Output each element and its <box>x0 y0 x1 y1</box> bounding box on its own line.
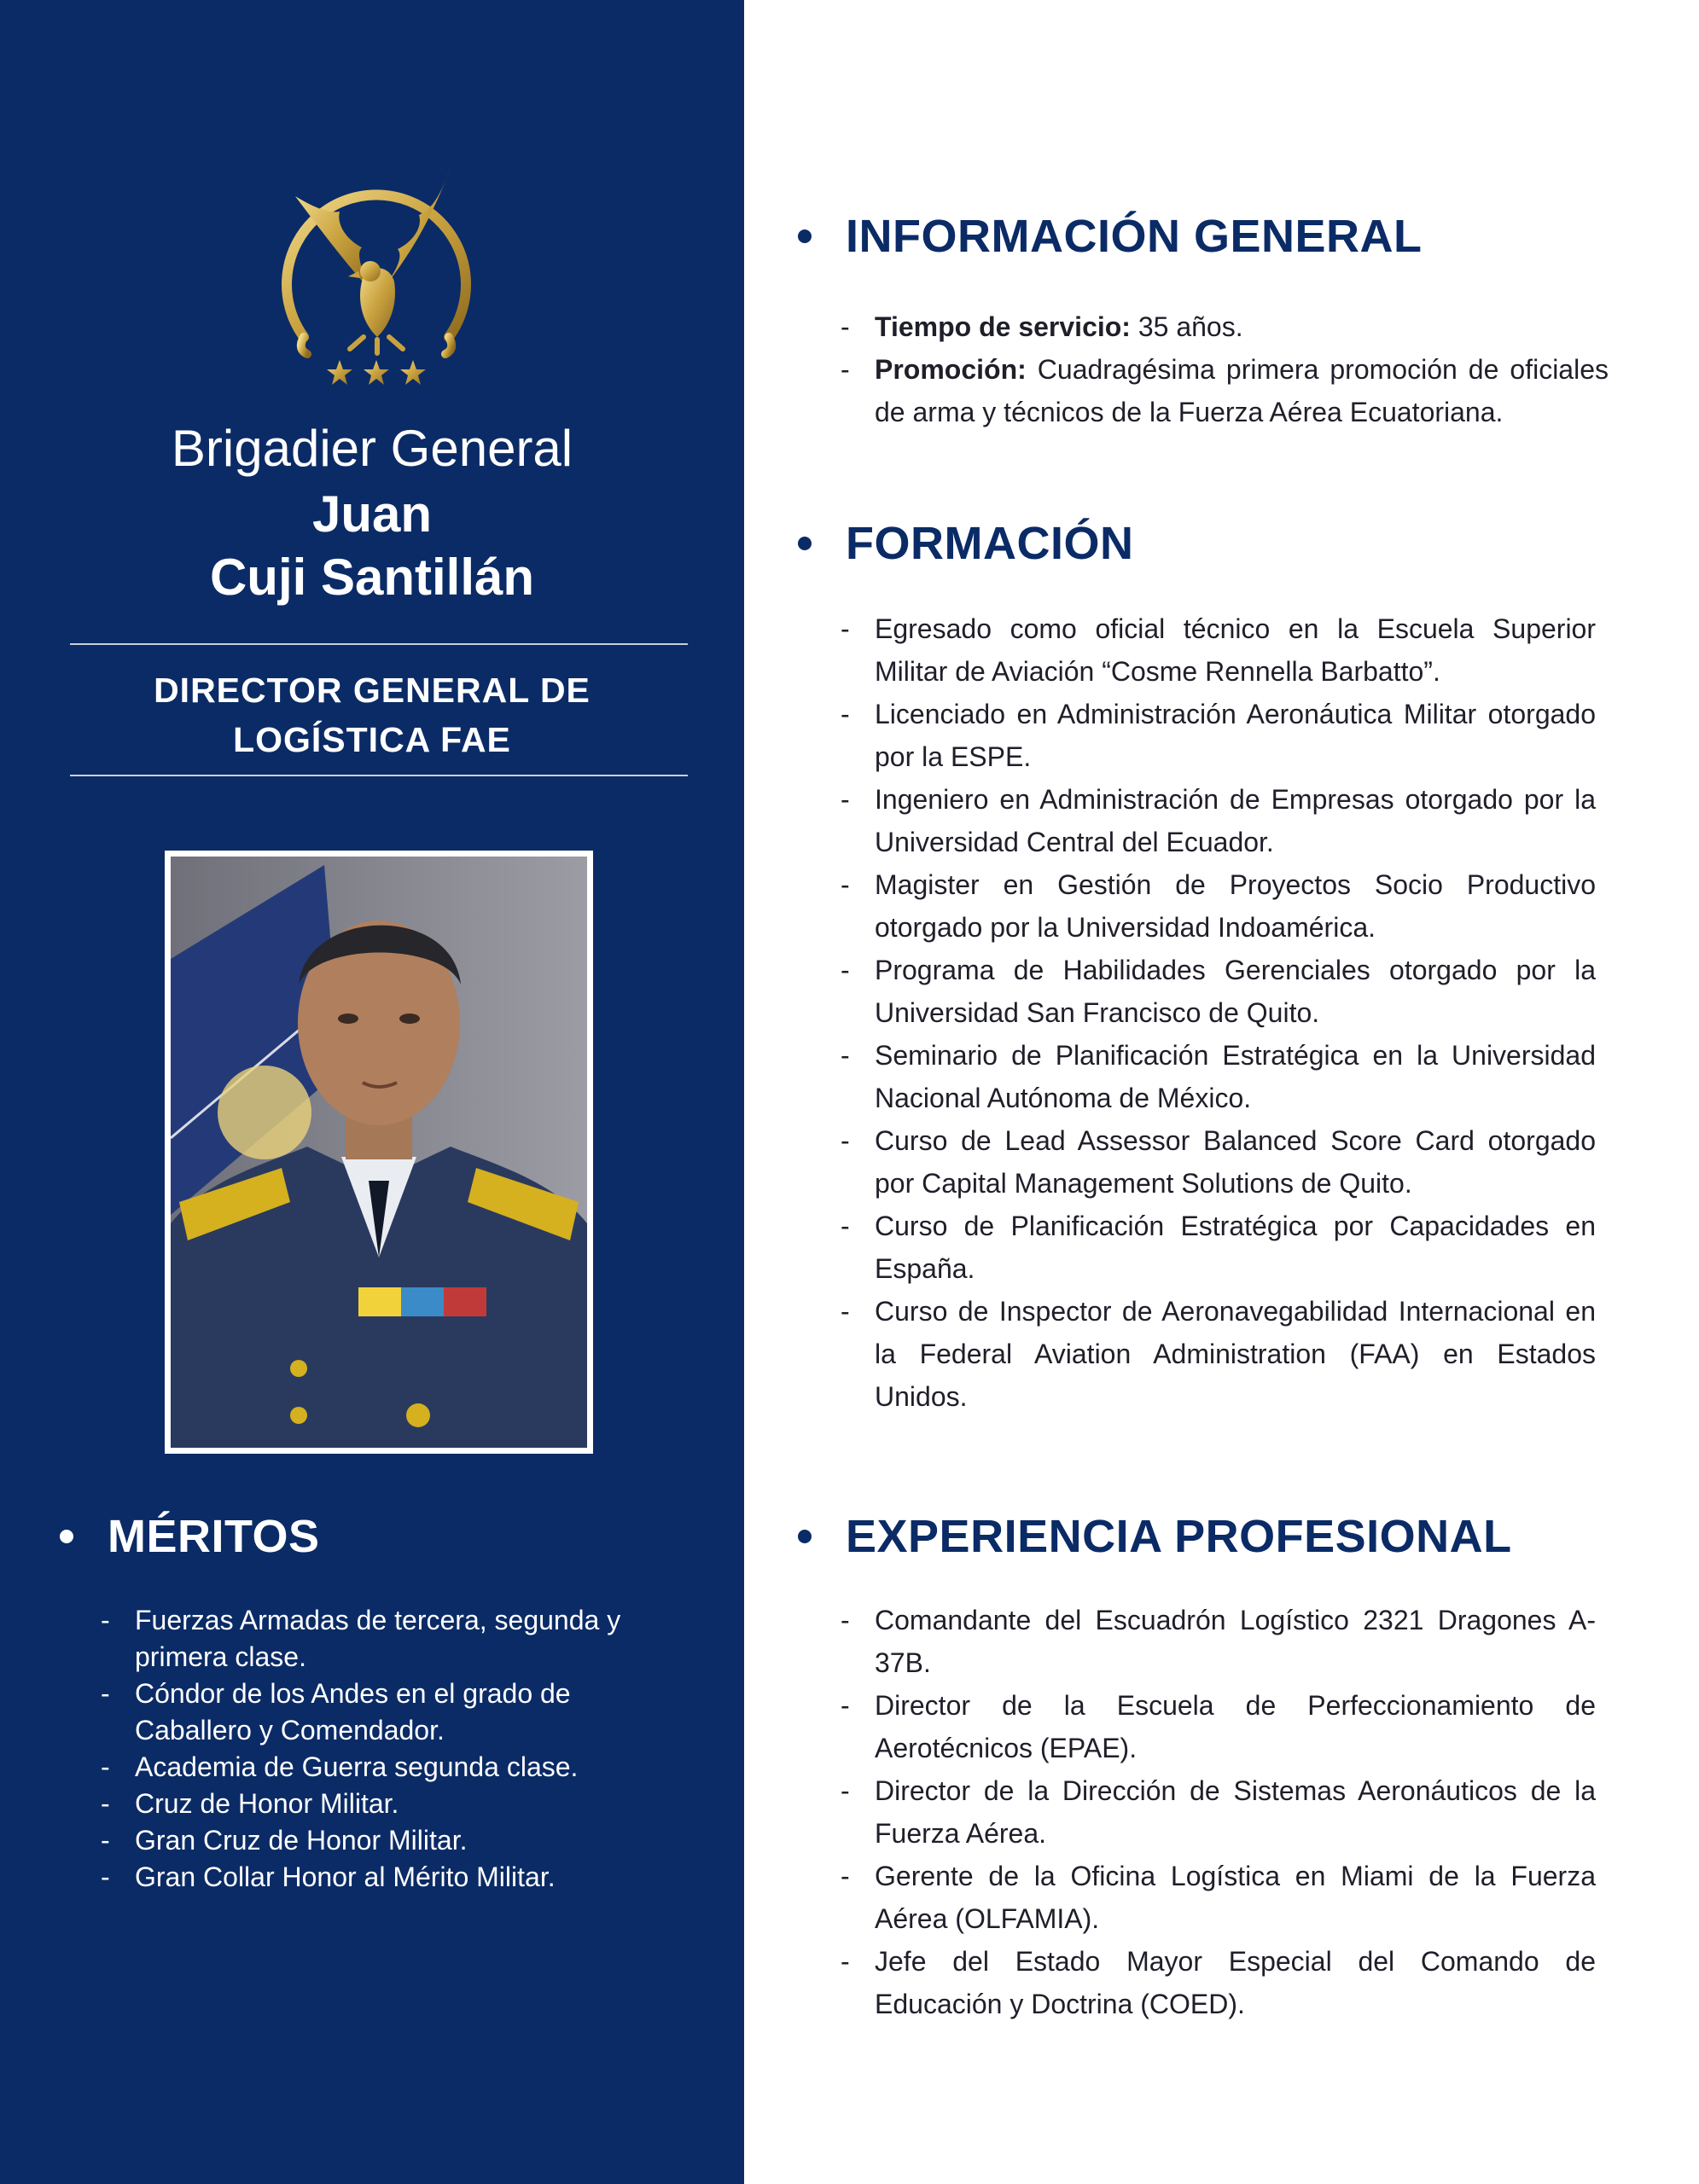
list-item: - Magister en Gestión de Proyectos Socio Productivo otorgado por la Universidad Indoamérica. <box>841 863 1596 949</box>
list-item: - Fuerzas Armadas de tercera, segunda y primera clase. <box>101 1602 664 1676</box>
bullet-icon <box>798 537 812 550</box>
experiencia-list <box>841 1599 1596 2025</box>
list-item: - Curso de Planificación Estratégica por Capacidades en España. <box>841 1205 1596 1290</box>
experiencia-heading: EXPERIENCIA PROFESIONAL <box>798 1510 1512 1563</box>
list-item <box>841 305 1609 348</box>
item-label: Tiempo de servicio: <box>875 311 1131 342</box>
bullet-icon <box>60 1530 73 1543</box>
list-item: - Jefe del Estado Mayor Especial del Comando de Educación y Doctrina (COED). <box>841 1940 1596 2025</box>
informacion-general-list <box>841 305 1609 433</box>
portrait-frame <box>165 851 593 1454</box>
formacion-heading: FORMACIÓN <box>798 517 1133 570</box>
meritos-list <box>101 1602 664 1896</box>
list-item: - Curso de Lead Assessor Balanced Score Card otorgado por Capital Management Solutions de Quito. <box>841 1119 1596 1205</box>
eagle-emblem-icon <box>270 162 483 392</box>
bullet-icon <box>798 1530 812 1543</box>
position-title <box>0 665 744 764</box>
position-line-1: DIRECTOR GENERAL DE <box>154 671 591 710</box>
list-item: - Seminario de Planificación Estratégica en la Universidad Nacional Autónoma de México. <box>841 1034 1596 1119</box>
last-name: Cuji Santillán <box>209 549 535 606</box>
list-item: - Gran Collar Honor al Mérito Militar. <box>101 1859 664 1896</box>
list-item: - Director de la Escuela de Perfeccionamiento de Aerotécnicos (EPAE). <box>841 1684 1596 1769</box>
list-item: - Gran Cruz de Honor Militar. <box>101 1822 664 1859</box>
list-item: - Gerente de la Oficina Logística en Miami de la Fuerza Aérea (OLFAMIA). <box>841 1855 1596 1940</box>
meritos-heading: MÉRITOS <box>60 1510 320 1563</box>
list-item: - Curso de Inspector de Aeronavegabilidad Internacional en la Federal Aviation Administration (FAA) en Estados Unidos. <box>841 1290 1596 1418</box>
position-line-2: LOGÍSTICA FAE <box>233 720 511 759</box>
divider-bottom <box>70 775 688 776</box>
list-item: - Director de la Dirección de Sistemas Aeronáuticos de la Fuerza Aérea. <box>841 1769 1596 1855</box>
list-item: - Academia de Guerra segunda clase. <box>101 1749 664 1786</box>
list-item: - Ingeniero en Administración de Empresas otorgado por la Universidad Central del Ecuador. <box>841 778 1596 863</box>
list-item <box>841 348 1609 433</box>
list-item: - Comandante del Escuadrón Logístico 2321 Dragones A-37B. <box>841 1599 1596 1684</box>
list-item: - Cóndor de los Andes en el grado de Caballero y Comendador. <box>101 1676 664 1749</box>
profile-sidebar <box>0 0 744 2184</box>
first-name: Juan <box>311 485 433 543</box>
item-label: Promoción: <box>875 354 1027 385</box>
list-item: - Programa de Habilidades Gerenciales otorgado por la Universidad San Francisco de Quito. <box>841 949 1596 1034</box>
item-value: 35 años. <box>1138 311 1243 342</box>
rank-title: Brigadier General <box>171 420 573 477</box>
bullet-icon <box>798 229 812 243</box>
list-item: - Egresado como oficial técnico en la Escuela Superior Militar de Aviación “Cosme Rennella Barbatto”. <box>841 607 1596 693</box>
item-value: Cuadragésima primera promoción de oficiales de arma y técnicos de la Fuerza Aérea Ecuatoriana. <box>875 354 1609 427</box>
list-item: - Cruz de Honor Militar. <box>101 1786 664 1822</box>
formacion-list <box>841 607 1596 1418</box>
informacion-general-heading: INFORMACIÓN GENERAL <box>798 210 1422 263</box>
divider-top <box>70 643 688 645</box>
list-item: - Licenciado en Administración Aeronáutica Militar otorgado por la ESPE. <box>841 693 1596 778</box>
officer-portrait <box>171 857 587 1448</box>
